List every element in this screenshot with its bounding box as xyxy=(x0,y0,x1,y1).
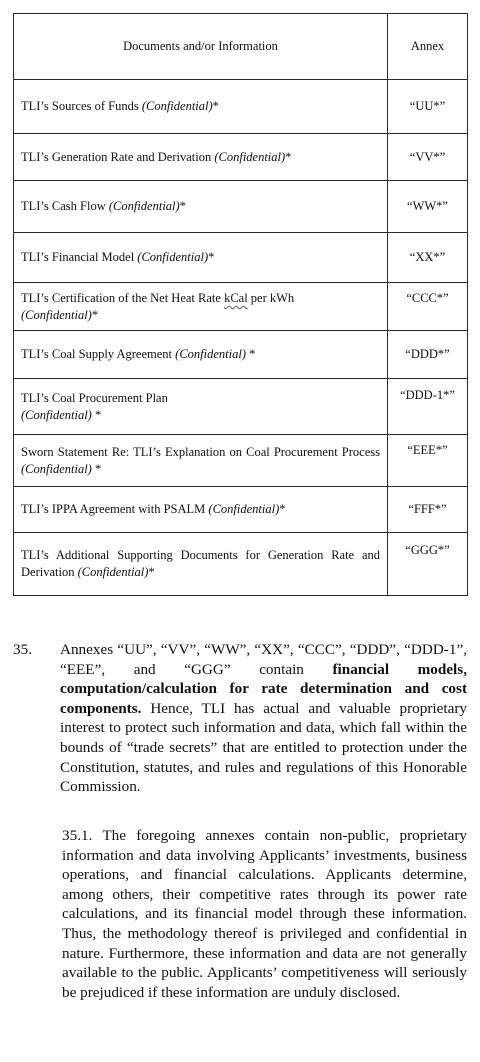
row-description xyxy=(14,134,388,181)
table-header-row xyxy=(14,14,468,80)
table-row xyxy=(14,379,468,435)
table-row xyxy=(14,487,468,533)
row-annex: “CCC*” xyxy=(388,283,468,331)
row-text: Sworn Statement Re: TLI’s Explanation on Coal Procurement Process xyxy=(21,444,380,459)
asterisk: * xyxy=(279,502,286,516)
subparagraph-number: 35.1. xyxy=(62,827,93,844)
table-row xyxy=(14,435,468,487)
row-description xyxy=(14,435,388,487)
row-annex: “UU*” xyxy=(388,80,468,134)
row-description xyxy=(14,233,388,283)
paragraph-body xyxy=(60,640,467,797)
table-row xyxy=(14,134,468,181)
confidential-label: (Confidential) xyxy=(141,99,213,113)
header-annex: Annex xyxy=(388,14,468,80)
row-description xyxy=(14,283,388,331)
confidential-label: (Confidential) xyxy=(214,149,286,164)
asterisk: * xyxy=(148,565,155,579)
row-text: TLI’s Additional Supporting Documents for Generation Rate and Derivation xyxy=(21,548,380,579)
subparagraph-text: The foregoing annexes contain non-public, proprietary information and data involving Applicants’ investments, business operations, and financial calculations. Applicants determine, among others, their competitive rates through its power rate calculations, and its financial model through these information. Thus, the methodology thereof is privileged and confidential in nature. Furthermore, these information and data are not generally available to the public. Applicants’ competitiveness will seriously be prejudiced if these information are unduly disclosed. xyxy=(62,827,467,1001)
subparagraph-body xyxy=(62,826,467,1002)
confidential-label: (Confidential) xyxy=(137,250,209,264)
table-row xyxy=(14,233,468,283)
asterisk: * xyxy=(245,347,256,361)
confidential-label: (Confidential) xyxy=(21,461,92,476)
confidential-label: (Confidential) xyxy=(21,307,92,322)
table-row xyxy=(14,283,468,331)
row-annex: “DDD-1*” xyxy=(388,379,468,435)
table-row xyxy=(14,181,468,233)
row-text: TLI’s Certification of the Net Heat Rate xyxy=(21,290,225,305)
paragraph-text: Hence, TLI has actual and valuable proprietary interest to protect such information and data, which fall within the bounds of “trade secrets” that are entitled to protection under the Constitution, statutes, and rules and regulations of this Honorable Commission. xyxy=(60,699,467,796)
paragraph-bold-text: financial models, computation/calculation for rate determination and cost components. xyxy=(60,660,467,717)
confidential-label: (Confidential) xyxy=(77,565,149,579)
table-row xyxy=(14,331,468,379)
asterisk: * xyxy=(285,149,292,164)
asterisk: * xyxy=(91,461,102,476)
asterisk: * xyxy=(91,407,102,422)
row-annex: “WW*” xyxy=(388,181,468,233)
confidential-label: (Confidential) xyxy=(175,347,246,361)
row-description xyxy=(14,80,388,134)
row-annex: “GGG*” xyxy=(388,533,468,596)
row-description xyxy=(14,379,388,435)
confidential-label: (Confidential) xyxy=(208,502,280,516)
confidential-label: (Confidential) xyxy=(21,407,92,422)
row-annex: “FFF*” xyxy=(388,487,468,533)
table-row xyxy=(14,533,468,596)
paragraph-text: Annexes “UU”, “VV”, “WW”, “XX”, “CCC”, “DDD”, “DDD-1”, “EEE”, and “GGG” contain xyxy=(60,641,467,678)
confidential-label: (Confidential) xyxy=(108,199,180,213)
asterisk: * xyxy=(91,307,99,322)
row-description xyxy=(14,533,388,596)
table-row xyxy=(14,80,468,134)
row-text: TLI’s Generation Rate and Derivation xyxy=(21,149,215,164)
row-text: TLI’s Sources of Funds xyxy=(21,99,142,113)
row-annex: “DDD*” xyxy=(388,331,468,379)
row-annex: “XX*” xyxy=(388,233,468,283)
row-text: TLI’s Financial Model xyxy=(21,250,138,264)
paragraph-35-1 xyxy=(62,826,467,1002)
asterisk: * xyxy=(179,199,186,213)
row-text: TLI’s IPPA Agreement with PSALM xyxy=(21,502,209,516)
row-description xyxy=(14,331,388,379)
row-description xyxy=(14,181,388,233)
row-text: TLI’s Coal Supply Agreement xyxy=(21,347,176,361)
paragraph-number: 35. xyxy=(13,641,32,658)
row-description xyxy=(14,487,388,533)
row-text-kcal: kCal xyxy=(224,290,248,305)
row-text: TLI’s Cash Flow xyxy=(21,199,109,213)
row-annex: “VV*” xyxy=(388,134,468,181)
asterisk: * xyxy=(212,99,219,113)
documents-table xyxy=(13,13,468,596)
row-annex: “EEE*” xyxy=(388,435,468,487)
paragraph-35 xyxy=(13,640,467,797)
header-documents: Documents and/or Information xyxy=(14,14,388,80)
row-text: TLI’s Coal Procurement Plan xyxy=(21,390,168,405)
asterisk: * xyxy=(208,250,215,264)
row-text: per kWh xyxy=(247,290,295,305)
